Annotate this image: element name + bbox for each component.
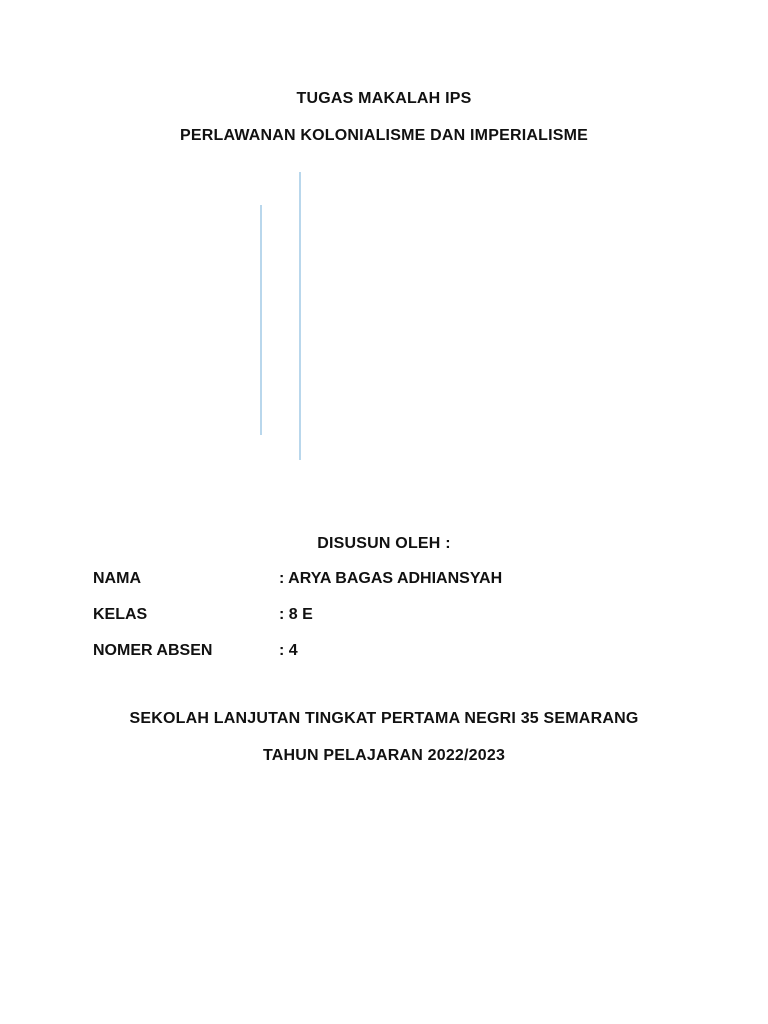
school-name: SEKOLAH LANJUTAN TINGKAT PERTAMA NEGRI 35 SEMARANG <box>129 710 639 727</box>
info-label: NOMER ABSEN <box>93 642 213 659</box>
info-value: : 8 E <box>279 606 313 623</box>
info-label: NAMA <box>93 570 141 587</box>
info-value: : ARYA BAGAS ADHIANSYAH <box>279 570 503 587</box>
decorative-vertical-line <box>299 172 301 460</box>
academic-year: TAHUN PELAJARAN 2022/2023 <box>262 747 506 764</box>
info-value: : 4 <box>279 642 298 659</box>
document-subtitle: PERLAWANAN KOLONIALISME DAN IMPERIALISME <box>179 127 588 144</box>
decorative-vertical-line <box>260 205 262 435</box>
document-title: TUGAS MAKALAH IPS <box>296 90 472 107</box>
composer-heading: DISUSUN OLEH : <box>317 535 451 552</box>
info-label: KELAS <box>93 606 148 623</box>
